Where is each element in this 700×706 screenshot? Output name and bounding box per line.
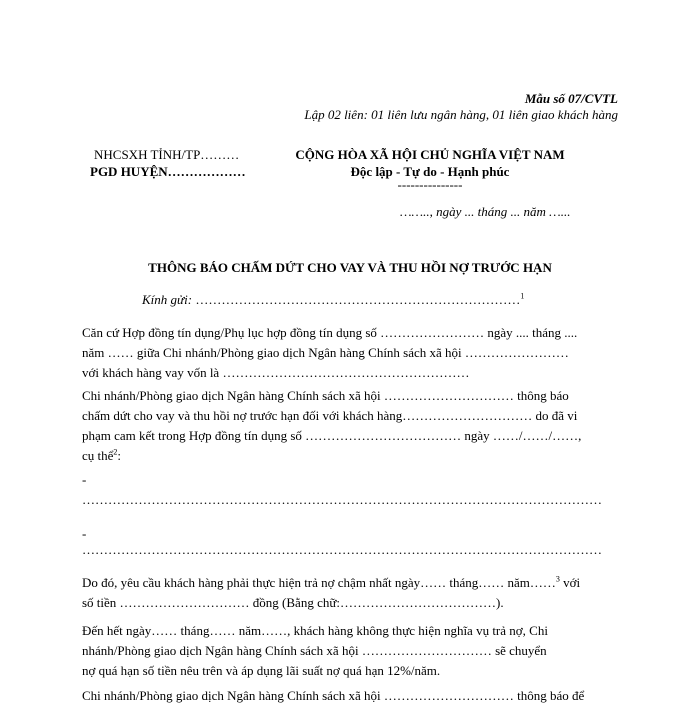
- recipient-dots: …………………………………………………………………: [195, 292, 521, 307]
- text-segment: với: [559, 575, 581, 590]
- footnote-marker: 2: [113, 447, 118, 457]
- footnote-marker: 3: [555, 574, 560, 584]
- paragraph-closing: [82, 686, 618, 706]
- item-dash: -: [82, 526, 87, 541]
- text-line: nợ quá hạn số tiền nêu trên và áp dụng lãi suất nợ quá hạn 12%/năm.: [82, 663, 441, 678]
- national-motto: Độc lập - Tự do - Hạnh phúc: [350, 164, 510, 179]
- form-number: Mẫu số 07/CVTL: [524, 91, 618, 106]
- footnote-marker: 1: [520, 291, 525, 301]
- document-title: THÔNG BÁO CHẤM DỨT CHO VAY VÀ THU HỒI NỢ TRƯỚC HẠN: [148, 260, 552, 275]
- item-dots: …………………………………………………………………………………………………………: [82, 492, 602, 507]
- text-line: số tiền ………………………… đồng (Bằng chữ:………………………………).: [82, 595, 504, 610]
- recipient-label: Kính gửi:: [142, 292, 193, 307]
- text-segment: :: [117, 448, 122, 463]
- national-title: CỘNG HÒA XÃ HỘI CHỦ NGHĨA VIỆT NAM: [295, 147, 565, 162]
- text-line: phạm cam kết trong Hợp đồng tín dụng số ……………………………… ngày ……/……/……,: [82, 428, 582, 443]
- date-line: …….., ngày ... tháng ... năm …...: [400, 204, 571, 219]
- text-segment: cụ thể: [82, 448, 114, 463]
- text-line: Đến hết ngày…… tháng…… năm……, khách hàng không thực hiện nghĩa vụ trả nợ, Chi: [82, 623, 548, 638]
- bank-district-line: PGD HUYỆN………………: [90, 164, 246, 179]
- text-line: với khách hàng vay vốn là …………………………………………………: [82, 365, 470, 380]
- copies-note: Lập 02 liên: 01 liên lưu ngân hàng, 01 liên giao khách hàng: [304, 107, 618, 122]
- text-segment: Do đó, yêu cầu khách hàng phải thực hiện trả nợ chậm nhất ngày…… tháng…… năm……: [82, 575, 556, 590]
- text-line: nhánh/Phòng giao dịch Ngân hàng Chính sách xã hội ………………………… sẽ chuyển: [82, 643, 547, 658]
- paragraph-overdue-warning: [82, 621, 618, 681]
- recipient-line: [142, 292, 524, 308]
- text-line: Chi nhánh/Phòng giao dịch Ngân hàng Chính sách xã hội ………………………… thông báo: [82, 388, 569, 403]
- text-line: chấm dứt cho vay và thu hồi nợ trước hạn đối với khách hàng………………………… do đã vi: [82, 408, 578, 423]
- header-separator: ---------------: [397, 177, 463, 192]
- text-line: [82, 446, 618, 466]
- text-line: Căn cứ Hợp đồng tín dụng/Phụ lục hợp đồng tín dụng số …………………… ngày .... tháng ....: [82, 325, 578, 340]
- item-dash: -: [82, 472, 87, 487]
- text-line: năm …… giữa Chi nhánh/Phòng giao dịch Ngân hàng Chính sách xã hội ……………………: [82, 345, 569, 360]
- bank-province-line: NHCSXH TỈNH/TP………: [94, 147, 240, 162]
- item-dots: …………………………………………………………………………………………………………: [82, 542, 602, 557]
- paragraph-repayment-request: [82, 573, 618, 613]
- paragraph-contract-basis: [82, 323, 618, 383]
- text-line: [82, 573, 618, 593]
- paragraph-termination-notice: [82, 386, 618, 466]
- text-line: Chi nhánh/Phòng giao dịch Ngân hàng Chính sách xã hội ………………………… thông báo để: [82, 688, 585, 703]
